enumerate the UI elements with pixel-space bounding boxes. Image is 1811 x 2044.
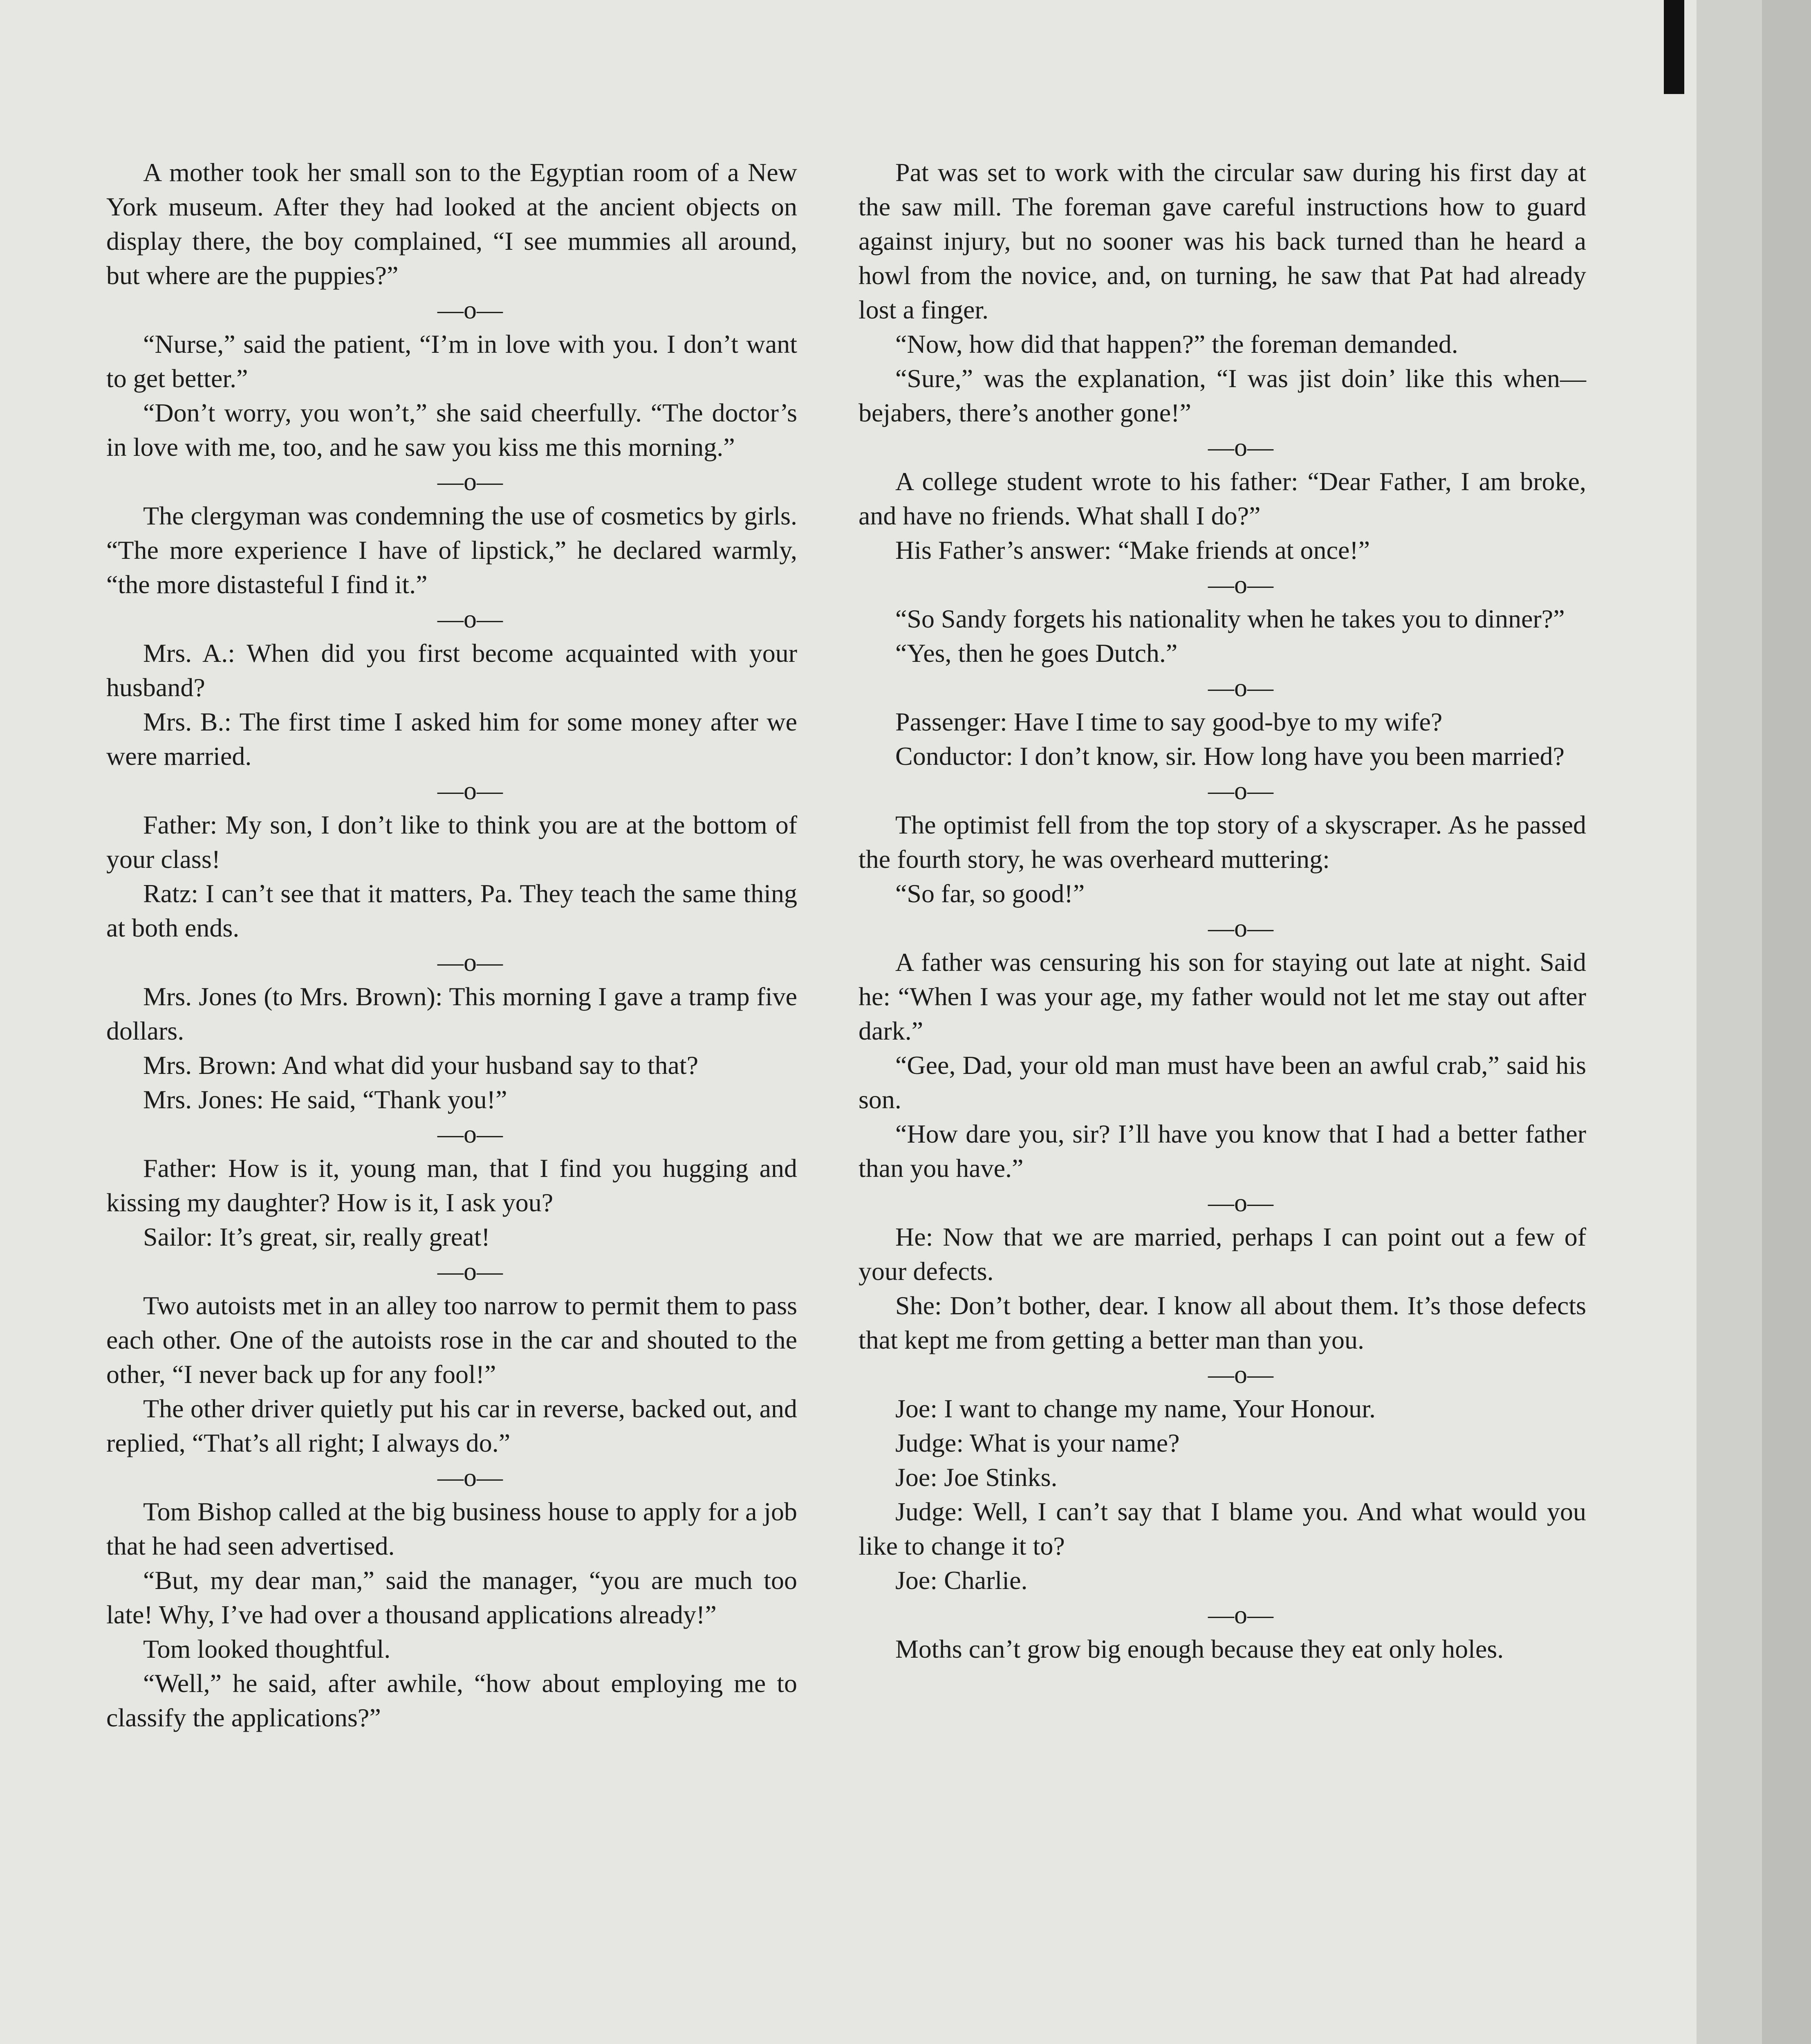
joke-paragraph: Moths can’t grow big enough because they eat only holes. [895, 1634, 1504, 1663]
page-edge [1697, 0, 1762, 2044]
joke-paragraph: Pat was set to work with the circular saw during his first day at the saw mill. The foreman gave careful instructions how to guard against injury, but no sooner was his back turned than he heard a howl from the novice, and, on turning, he saw that Pat had already lost a finger. [858, 158, 1586, 324]
joke-separator: —o— [437, 776, 503, 805]
joke-paragraph: Joe: I want to change my name, Your Honour. [895, 1394, 1376, 1423]
joke-paragraph: Judge: What is your name? [895, 1428, 1180, 1457]
joke-paragraph: A college student wrote to his father: “Dear Father, I am broke, and have no friends. What shall I do?” [858, 467, 1586, 530]
joke-separator: —o— [437, 1119, 503, 1148]
joke-paragraph: “Don’t worry, you won’t,” she said cheerfully. “The doctor’s in love with me, too, and he saw you kiss me this morning.” [106, 398, 797, 462]
joke-paragraph: Joe: Charlie. [895, 1566, 1028, 1595]
joke-paragraph: Ratz: I can’t see that it matters, Pa. They teach the same thing at both ends. [106, 879, 797, 942]
left-text-column [106, 155, 797, 1735]
joke-paragraph: “Gee, Dad, your old man must have been an awful crab,” said his son. [858, 1051, 1586, 1114]
joke-separator: —o— [1208, 570, 1273, 599]
joke-paragraph: A father was censuring his son for staying out late at night. Said he: “When I was your age, my father would not let me stay out after dark.” [858, 948, 1586, 1045]
binding-shadow [1664, 0, 1684, 94]
joke-paragraph: Mrs. Jones: He said, “Thank you!” [143, 1085, 507, 1114]
joke-paragraph: His Father’s answer: “Make friends at once!” [895, 536, 1370, 565]
joke-separator: —o— [437, 467, 503, 496]
joke-paragraph: Judge: Well, I can’t say that I blame you. And what would you like to change it to? [858, 1497, 1586, 1560]
joke-separator: —o— [1208, 673, 1273, 702]
joke-paragraph: “Sure,” was the explanation, “I was jist doin’ like this when—bejabers, there’s another gone!” [858, 364, 1586, 427]
joke-paragraph: Tom looked thoughtful. [143, 1634, 391, 1663]
joke-separator: —o— [437, 1463, 503, 1492]
joke-paragraph: Mrs. B.: The first time I asked him for some money after we were married. [106, 707, 797, 771]
joke-paragraph: “Now, how did that happen?” the foreman demanded. [895, 329, 1458, 359]
joke-separator: —o— [437, 604, 503, 633]
joke-separator: —o— [1208, 913, 1273, 942]
joke-paragraph: The clergyman was condemning the use of cosmetics by girls. “The more experience I have of lipstick,” he declared warmly, “the more distasteful I find it.” [106, 501, 797, 599]
joke-separator: —o— [1208, 1600, 1273, 1629]
joke-paragraph: Father: How is it, young man, that I find you hugging and kissing my daughter? How is it, I ask you? [106, 1154, 797, 1217]
joke-paragraph: Mrs. Brown: And what did your husband say to that? [143, 1051, 699, 1080]
joke-paragraph: Mrs. Jones (to Mrs. Brown): This morning I gave a tramp five dollars. [106, 982, 797, 1045]
joke-paragraph: “Well,” he said, after awhile, “how about employing me to classify the applications?” [106, 1669, 797, 1732]
joke-separator: —o— [1208, 776, 1273, 805]
joke-paragraph: Sailor: It’s great, sir, really great! [143, 1222, 490, 1251]
joke-paragraph: Mrs. A.: When did you first become acquainted with your husband? [106, 639, 797, 702]
joke-paragraph: He: Now that we are married, perhaps I can point out a few of your defects. [858, 1222, 1586, 1286]
joke-paragraph: Two autoists met in an alley too narrow to permit them to pass each other. One of the autoists rose in the car and shouted to the other, “I never back up for any fool!” [106, 1291, 797, 1389]
joke-paragraph: She: Don’t bother, dear. I know all about them. It’s those defects that kept me from getting a better man than you. [858, 1291, 1586, 1354]
joke-paragraph: Passenger: Have I time to say good-bye to my wife? [895, 707, 1443, 736]
page-edge-outer [1762, 0, 1811, 2044]
joke-paragraph: “So Sandy forgets his nationality when he takes you to dinner?” [895, 604, 1565, 633]
right-text-column [858, 155, 1586, 1666]
joke-separator: —o— [1208, 1188, 1273, 1217]
joke-paragraph: The optimist fell from the top story of a skyscraper. As he passed the fourth story, he was overheard muttering: [858, 810, 1586, 874]
joke-paragraph: “Nurse,” said the patient, “I’m in love with you. I don’t want to get better.” [106, 329, 797, 393]
joke-separator: —o— [437, 1257, 503, 1286]
joke-paragraph: Conductor: I don’t know, sir. How long have you been married? [895, 742, 1564, 771]
joke-separator: —o— [437, 295, 503, 324]
joke-paragraph: The other driver quietly put his car in reverse, backed out, and replied, “That’s all right; I always do.” [106, 1394, 797, 1457]
joke-paragraph: “Yes, then he goes Dutch.” [895, 639, 1178, 668]
joke-separator: —o— [1208, 433, 1273, 462]
joke-paragraph: Father: My son, I don’t like to think you are at the bottom of your class! [106, 810, 797, 874]
joke-paragraph: “But, my dear man,” said the manager, “you are much too late! Why, I’ve had over a thousand applications already!” [106, 1566, 797, 1629]
joke-separator: —o— [437, 948, 503, 977]
joke-paragraph: A mother took her small son to the Egyptian room of a New York museum. After they had looked at the ancient objects on display there, the boy complained, “I see mummies all around, but where are the puppies?” [106, 158, 797, 290]
joke-paragraph: “So far, so good!” [895, 879, 1085, 908]
joke-paragraph: Tom Bishop called at the big business house to apply for a job that he had seen advertised. [106, 1497, 797, 1560]
joke-paragraph: “How dare you, sir? I’ll have you know that I had a better father than you have.” [858, 1119, 1586, 1183]
joke-separator: —o— [1208, 1360, 1273, 1389]
joke-paragraph: Joe: Joe Stinks. [895, 1463, 1058, 1492]
